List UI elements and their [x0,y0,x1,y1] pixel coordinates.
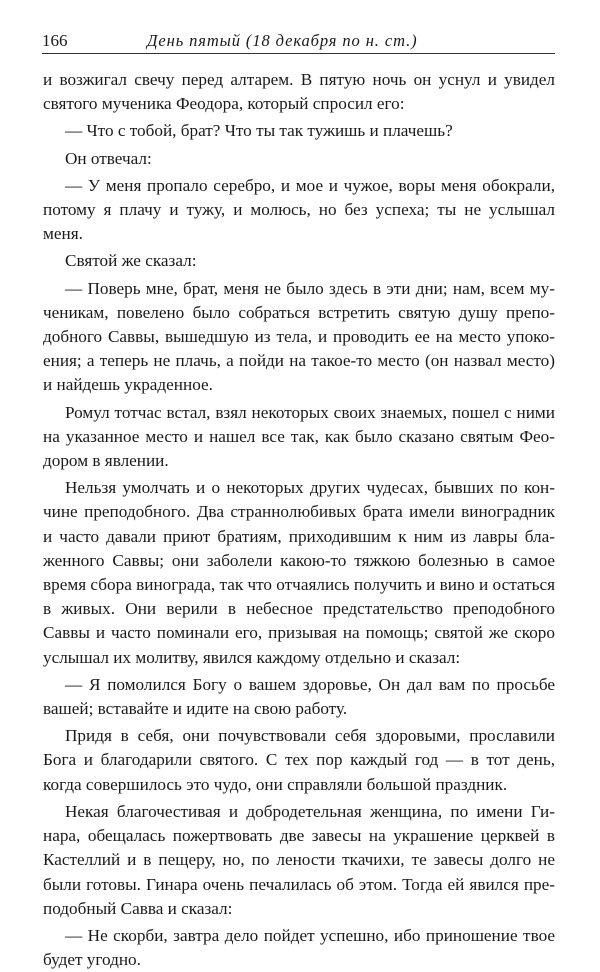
paragraph: Святой же сказал: [65,251,197,271]
header-rule [42,53,555,54]
paragraph: — Поверь мне, брат, меня не было здесь в эти дни; нам, всем мученикам, повелено было собраться встретить святую душу преподобного Саввы, вышедшую из тела, и проводить ее на место упокоения; а теперь не плачь, а пойди на такое-то место (он назвал место) и найдешь украденное. [43,278,555,395]
paragraph: — Что с тобой, брат? Что ты так тужишь и плачешь? [65,121,453,141]
paragraph: Нельзя умолчать и о некоторых других чудесах, бывших по кончине преподобного. Два страннолюбивых брата имели виноградник и часто давали приют братиям, приходившим к ним из лавры блаженного Саввы; они заболели какою-то тяжкою болезнью в самое время сбора винограда, так что отчаялись получить и вино и остаться в живых. Они верили в небесное предстательство преподобного Саввы и часто поминали его, призывая на помощь; святой же скоро услышал их молитву, явился каждому отдельно и сказал: [43,478,555,667]
paragraph: — У меня пропало серебро, и мое и чужое, воры меня обокрали, потому я плачу и тужу, и молюсь, но без успеха; ты не услышал меня. [43,175,555,244]
paragraph: и возжигал свечу перед алтарем. В пятую ночь он уснул и увидел святого мученика Феодора, который спросил его: [43,70,555,114]
paragraph: — Не скорби, завтра дело пойдет успешно, ибо приношение твое будет угодно. [43,925,555,970]
paragraph: — Я помолился Богу о вашем здоровье, Он дал вам по просьбе вашей; вставайте и идите на свою работу. [43,674,555,719]
page-number: 166 [42,31,68,50]
page-header [42,31,554,53]
paragraph: Он отвечал: [65,148,152,168]
running-head: День пятый (18 декабря по н. ст.) [147,31,418,50]
body-text [43,68,555,972]
paragraph: Придя в себя, они почувствовали себя здоровыми, прославили Бога и благодарили святого. С тех пор каждый год — в тот день, когда совершилось это чудо, они справляли большой праздник. [43,726,555,794]
paragraph: Некая благочестивая и добродетельная женщина, по имени Гинара, обещалась пожертвовать две завесы на украшение церквей в Кастеллий и в пещеру, но, по лености ткачихи, те завесы долго не были готовы. Гинара очень печалилась об этом. Тогда ей явился преподобный Савва и сказал: [43,801,555,918]
paragraph: Ромул тотчас встал, взял некоторых своих знаемых, пошел с ними на указанное место и нашел все так, как было сказано святым Феодором в явлении. [43,402,555,471]
